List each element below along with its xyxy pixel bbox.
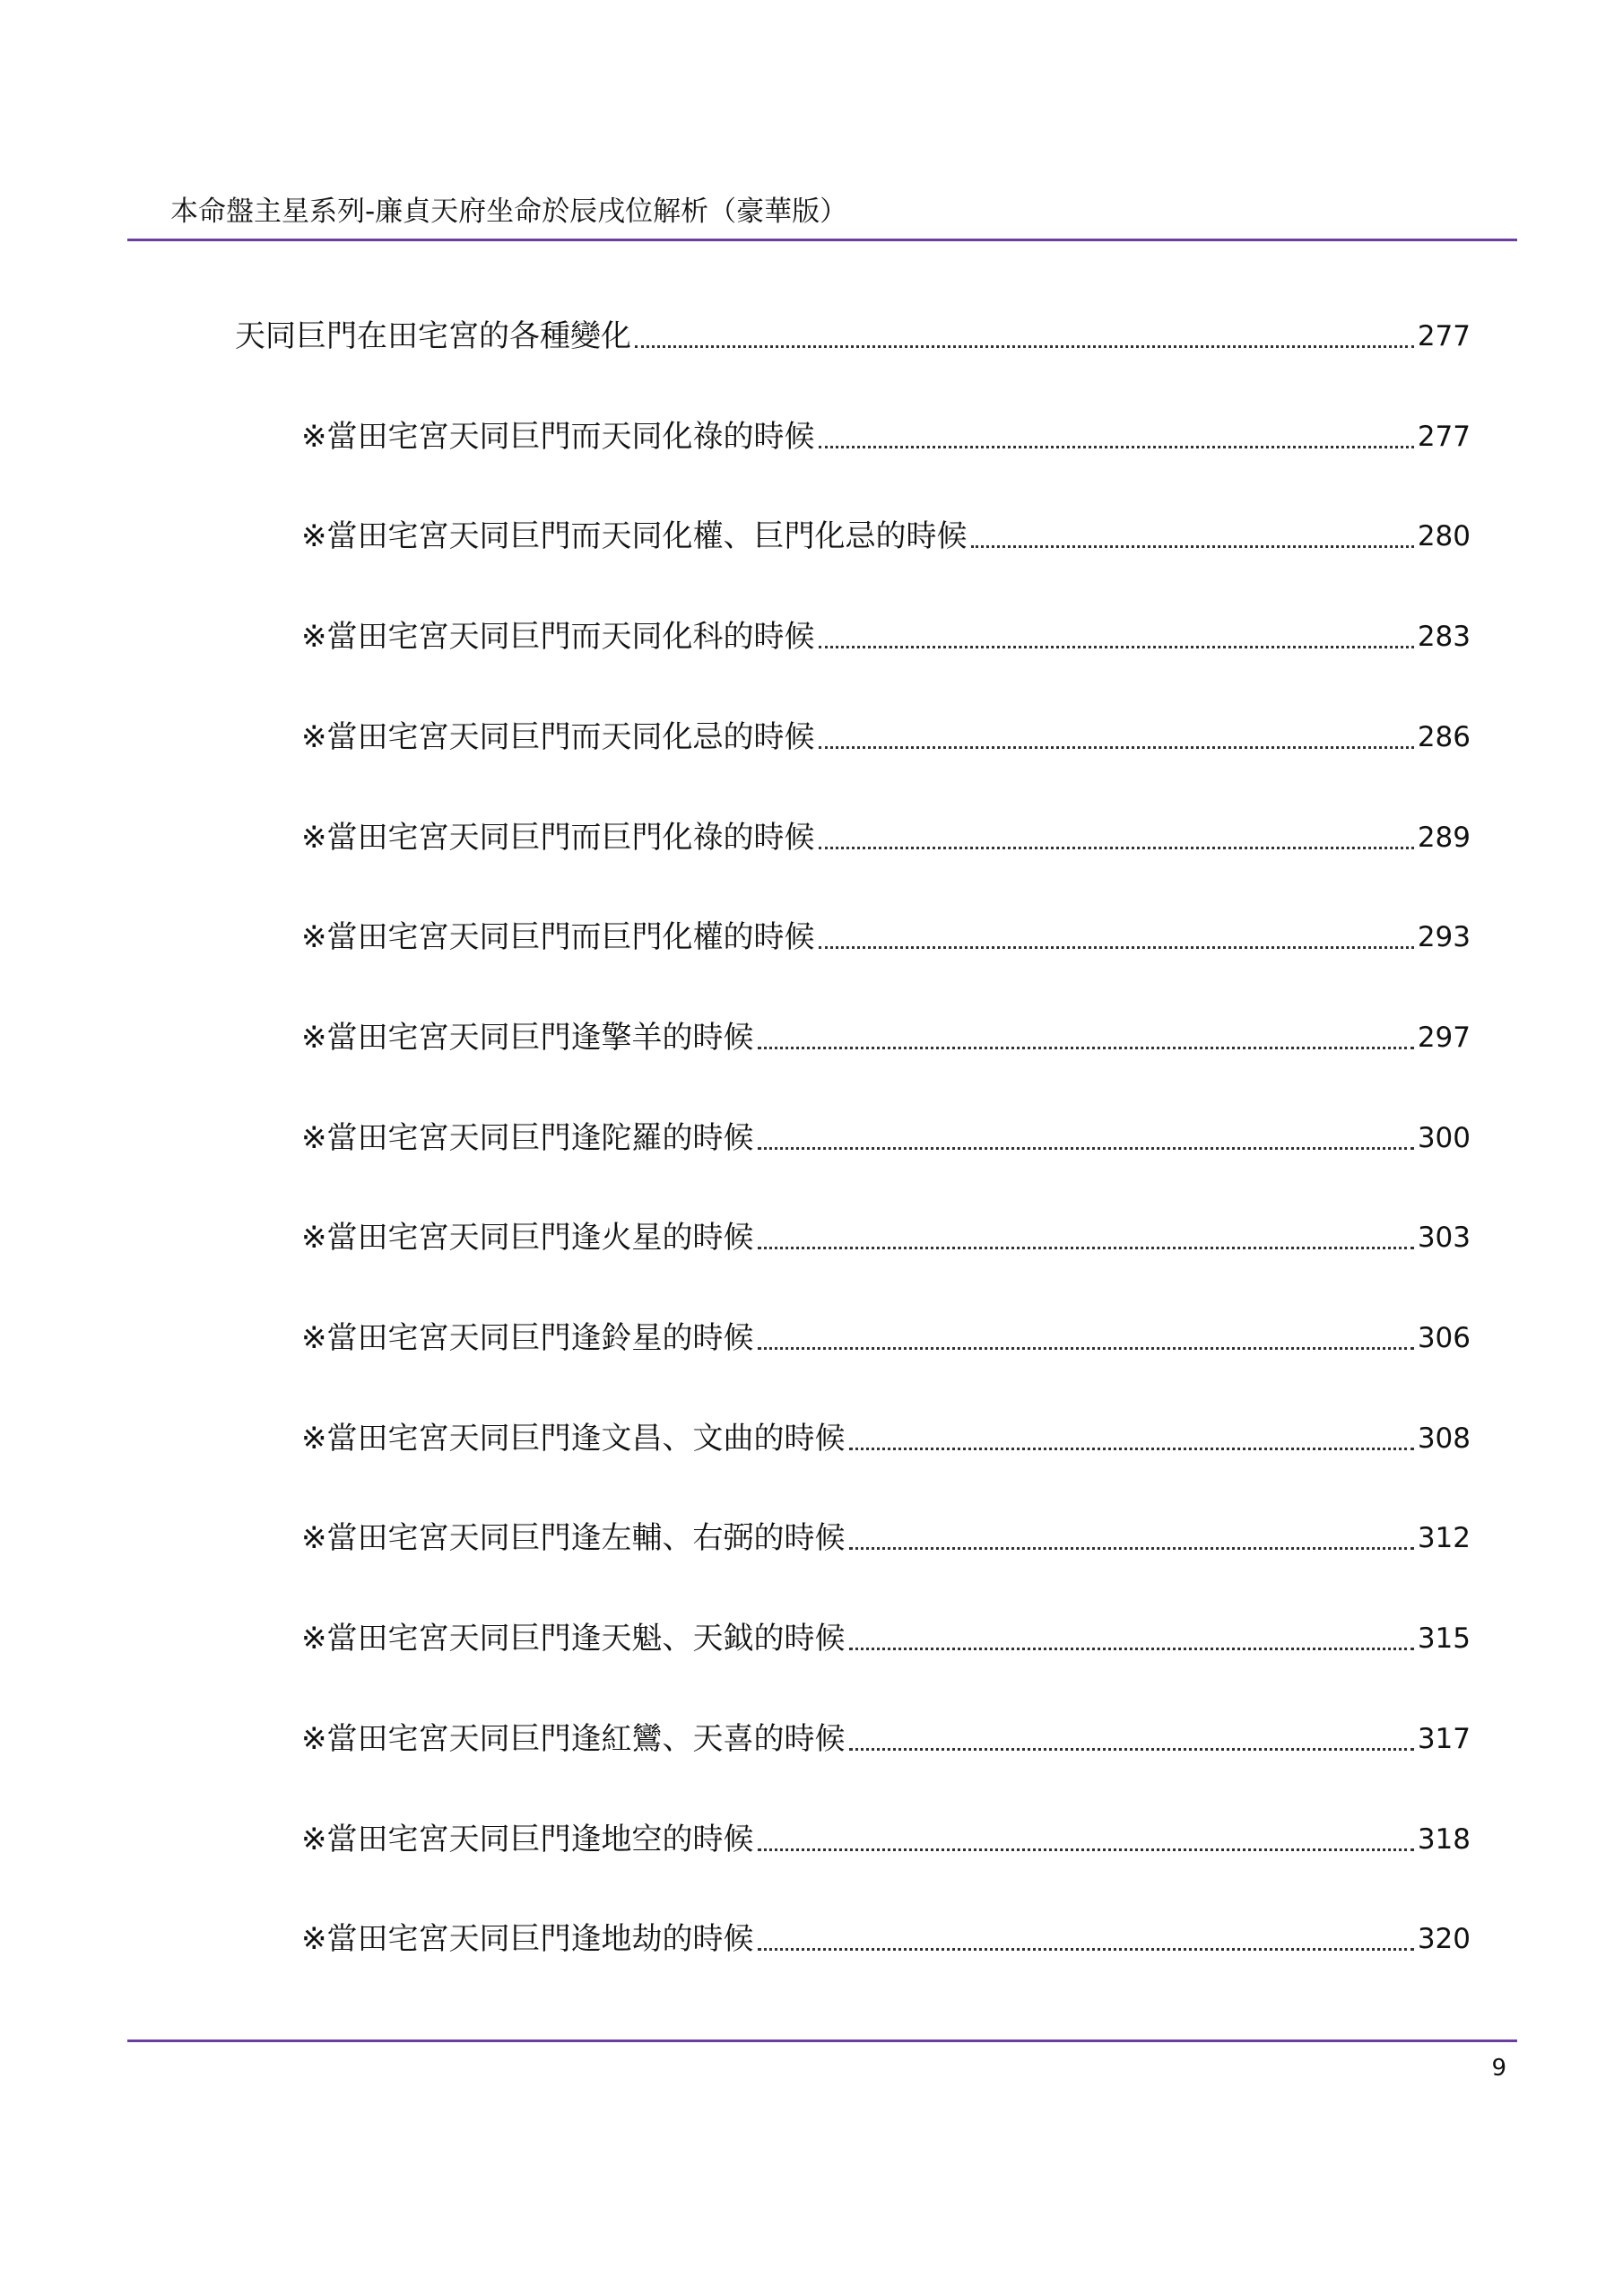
toc-entry-page-number: 289 <box>1417 822 1471 854</box>
toc-entry-page-number: 293 <box>1417 921 1471 953</box>
toc-entry-title: ※當田宅宮天同巨門逢鈴星的時候 <box>301 1320 754 1356</box>
toc-entry-title: ※當田宅宮天同巨門而巨門化權的時候 <box>301 919 815 955</box>
toc-entry-page-number: 286 <box>1417 721 1471 753</box>
toc-subsection-entry[interactable] <box>301 1416 1471 1461</box>
toc-subsection-entry[interactable] <box>301 815 1471 860</box>
toc-entry-title: ※當田宅宮天同巨門逢陀羅的時候 <box>301 1120 754 1156</box>
toc-subsection-entry[interactable] <box>301 1917 1471 1961</box>
toc-entry-title: 天同巨門在田宅宮的各種變化 <box>235 318 631 354</box>
footer-rule <box>127 2039 1517 2042</box>
toc-dot-leader <box>971 545 1414 548</box>
toc-entry-page-number: 303 <box>1417 1222 1471 1254</box>
toc-entry-page-number: 312 <box>1417 1522 1471 1554</box>
toc-dot-leader <box>635 345 1414 348</box>
toc-section-entry[interactable] <box>235 314 1471 359</box>
header-rule <box>127 239 1517 241</box>
toc-dot-leader <box>758 1347 1414 1350</box>
toc-subsection-entry[interactable] <box>301 1516 1471 1561</box>
toc-entry-title: ※當田宅宮天同巨門而天同化祿的時候 <box>301 419 815 455</box>
toc-entry-title: ※當田宅宮天同巨門逢天魁、天鉞的時候 <box>301 1621 846 1657</box>
toc-subsection-entry[interactable] <box>301 1215 1471 1260</box>
toc-entry-title: ※當田宅宮天同巨門逢左輔、右弼的時候 <box>301 1520 846 1556</box>
toc-entry-title: ※當田宅宮天同巨門逢火星的時候 <box>301 1220 754 1256</box>
toc-subsection-entry[interactable] <box>301 1116 1471 1161</box>
toc-entry-page-number: 315 <box>1417 1622 1471 1655</box>
toc-entry-page-number: 317 <box>1417 1723 1471 1755</box>
toc-dot-leader <box>758 1247 1414 1249</box>
toc-subsection-entry[interactable] <box>301 915 1471 960</box>
toc-dot-leader <box>849 1748 1414 1751</box>
toc-entry-title: ※當田宅宮天同巨門而天同化權、巨門化忌的時候 <box>301 518 968 554</box>
toc-entry-title: ※當田宅宮天同巨門而巨門化祿的時候 <box>301 820 815 856</box>
toc-subsection-entry[interactable] <box>301 1015 1471 1060</box>
toc-dot-leader <box>819 646 1414 648</box>
toc-subsection-entry[interactable] <box>301 715 1471 760</box>
toc-dot-leader <box>758 1147 1414 1150</box>
toc-entry-title: ※當田宅宮天同巨門逢地空的時候 <box>301 1822 754 1857</box>
toc-subsection-entry[interactable] <box>301 1717 1471 1761</box>
toc-entry-page-number: 320 <box>1417 1923 1471 1955</box>
toc-entry-page-number: 277 <box>1417 320 1471 352</box>
toc-entry-page-number: 277 <box>1417 421 1471 453</box>
toc-dot-leader <box>758 1948 1414 1951</box>
toc-subsection-entry[interactable] <box>301 1817 1471 1862</box>
toc-entry-page-number: 300 <box>1417 1122 1471 1154</box>
toc-subsection-entry[interactable] <box>301 614 1471 659</box>
toc-entry-title: ※當田宅宮天同巨門逢紅鸞、天喜的時候 <box>301 1721 846 1757</box>
toc-subsection-entry[interactable] <box>301 414 1471 459</box>
toc-dot-leader <box>819 946 1414 949</box>
toc-dot-leader <box>849 1648 1414 1650</box>
toc-dot-leader <box>849 1547 1414 1550</box>
toc-dot-leader <box>819 746 1414 749</box>
toc-subsection-entry[interactable] <box>301 1316 1471 1361</box>
toc-subsection-entry[interactable] <box>301 514 1471 559</box>
toc-entry-title: ※當田宅宮天同巨門逢文昌、文曲的時候 <box>301 1421 846 1457</box>
running-header: 本命盤主星系列-廉貞天府坐命於辰戌位解析（豪華版） <box>170 196 848 228</box>
toc-entry-page-number: 308 <box>1417 1422 1471 1455</box>
toc-entry-page-number: 318 <box>1417 1823 1471 1856</box>
page-number: 9 <box>1491 2055 1506 2082</box>
toc-entry-title: ※當田宅宮天同巨門而天同化忌的時候 <box>301 719 815 755</box>
toc-entry-page-number: 306 <box>1417 1322 1471 1354</box>
toc-entry-title: ※當田宅宮天同巨門逢地劫的時候 <box>301 1921 754 1957</box>
toc-entry-page-number: 280 <box>1417 520 1471 552</box>
toc-dot-leader <box>758 1047 1414 1049</box>
toc-entry-page-number: 283 <box>1417 621 1471 653</box>
toc-dot-leader <box>819 446 1414 448</box>
toc-dot-leader <box>819 847 1414 849</box>
toc-dot-leader <box>849 1448 1414 1450</box>
toc-entry-title: ※當田宅宮天同巨門而天同化科的時候 <box>301 619 815 655</box>
toc-entry-page-number: 297 <box>1417 1022 1471 1054</box>
toc-dot-leader <box>758 1848 1414 1851</box>
toc-entry-title: ※當田宅宮天同巨門逢擎羊的時候 <box>301 1020 754 1056</box>
toc-subsection-entry[interactable] <box>301 1616 1471 1661</box>
